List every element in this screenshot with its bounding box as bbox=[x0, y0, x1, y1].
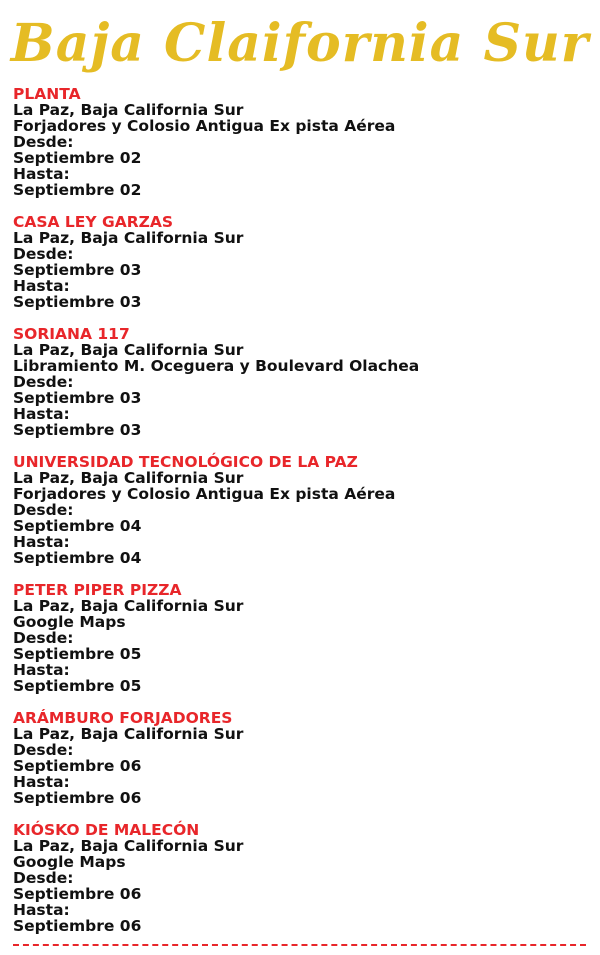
location-city: La Paz, Baja California Sur bbox=[13, 341, 244, 359]
location-item bbox=[13, 326, 593, 438]
to-label: Hasta: bbox=[13, 533, 70, 551]
location-item bbox=[13, 214, 593, 310]
location-name: UNIVERSIDAD TECNOLÓGICO DE LA PAZ bbox=[13, 453, 358, 471]
to-label: Hasta: bbox=[13, 901, 70, 919]
location-city: La Paz, Baja California Sur bbox=[13, 837, 244, 855]
to-date: Septiembre 03 bbox=[13, 293, 142, 311]
from-label: Desde: bbox=[13, 501, 74, 519]
from-date: Septiembre 06 bbox=[13, 885, 142, 903]
from-date: Septiembre 03 bbox=[13, 389, 142, 407]
from-label: Desde: bbox=[13, 869, 74, 887]
dashed-divider bbox=[13, 944, 586, 946]
to-date: Septiembre 06 bbox=[13, 917, 142, 935]
page-title: Baja Claifornia Sur bbox=[10, 12, 590, 74]
location-item bbox=[13, 710, 593, 806]
to-date: Septiembre 06 bbox=[13, 789, 142, 807]
location-item bbox=[13, 86, 593, 198]
to-date: Septiembre 04 bbox=[13, 549, 142, 567]
location-address: Forjadores y Colosio Antigua Ex pista Aérea bbox=[13, 485, 396, 503]
to-label: Hasta: bbox=[13, 773, 70, 791]
from-date: Septiembre 02 bbox=[13, 149, 142, 167]
from-date: Septiembre 05 bbox=[13, 645, 142, 663]
location-address: Forjadores y Colosio Antigua Ex pista Aérea bbox=[13, 117, 396, 135]
from-label: Desde: bbox=[13, 373, 74, 391]
from-date: Septiembre 04 bbox=[13, 517, 142, 535]
to-date: Septiembre 03 bbox=[13, 421, 142, 439]
location-city: La Paz, Baja California Sur bbox=[13, 229, 244, 247]
location-city: La Paz, Baja California Sur bbox=[13, 725, 244, 743]
location-city: La Paz, Baja California Sur bbox=[13, 597, 244, 615]
location-item bbox=[13, 582, 593, 694]
to-date: Septiembre 02 bbox=[13, 181, 142, 199]
location-name: ARÁMBURO FORJADORES bbox=[13, 709, 233, 727]
location-item bbox=[13, 822, 593, 934]
from-label: Desde: bbox=[13, 629, 74, 647]
location-list bbox=[13, 86, 593, 950]
location-name: KIÓSKO DE MALECÓN bbox=[13, 821, 200, 839]
to-label: Hasta: bbox=[13, 661, 70, 679]
google-maps-link[interactable]: Google Maps bbox=[13, 613, 126, 631]
location-city: La Paz, Baja California Sur bbox=[13, 469, 244, 487]
location-city: La Paz, Baja California Sur bbox=[13, 101, 244, 119]
google-maps-link[interactable]: Google Maps bbox=[13, 853, 126, 871]
to-label: Hasta: bbox=[13, 165, 70, 183]
from-label: Desde: bbox=[13, 741, 74, 759]
location-name: PLANTA bbox=[13, 85, 81, 103]
location-item bbox=[13, 454, 593, 566]
location-address: Libramiento M. Oceguera y Boulevard Olachea bbox=[13, 357, 420, 375]
location-name: CASA LEY GARZAS bbox=[13, 213, 174, 231]
to-label: Hasta: bbox=[13, 277, 70, 295]
to-date: Septiembre 05 bbox=[13, 677, 142, 695]
from-label: Desde: bbox=[13, 245, 74, 263]
location-name: PETER PIPER PIZZA bbox=[13, 581, 182, 599]
to-label: Hasta: bbox=[13, 405, 70, 423]
location-name: SORIANA 117 bbox=[13, 325, 130, 343]
from-date: Septiembre 03 bbox=[13, 261, 142, 279]
from-date: Septiembre 06 bbox=[13, 757, 142, 775]
from-label: Desde: bbox=[13, 133, 74, 151]
